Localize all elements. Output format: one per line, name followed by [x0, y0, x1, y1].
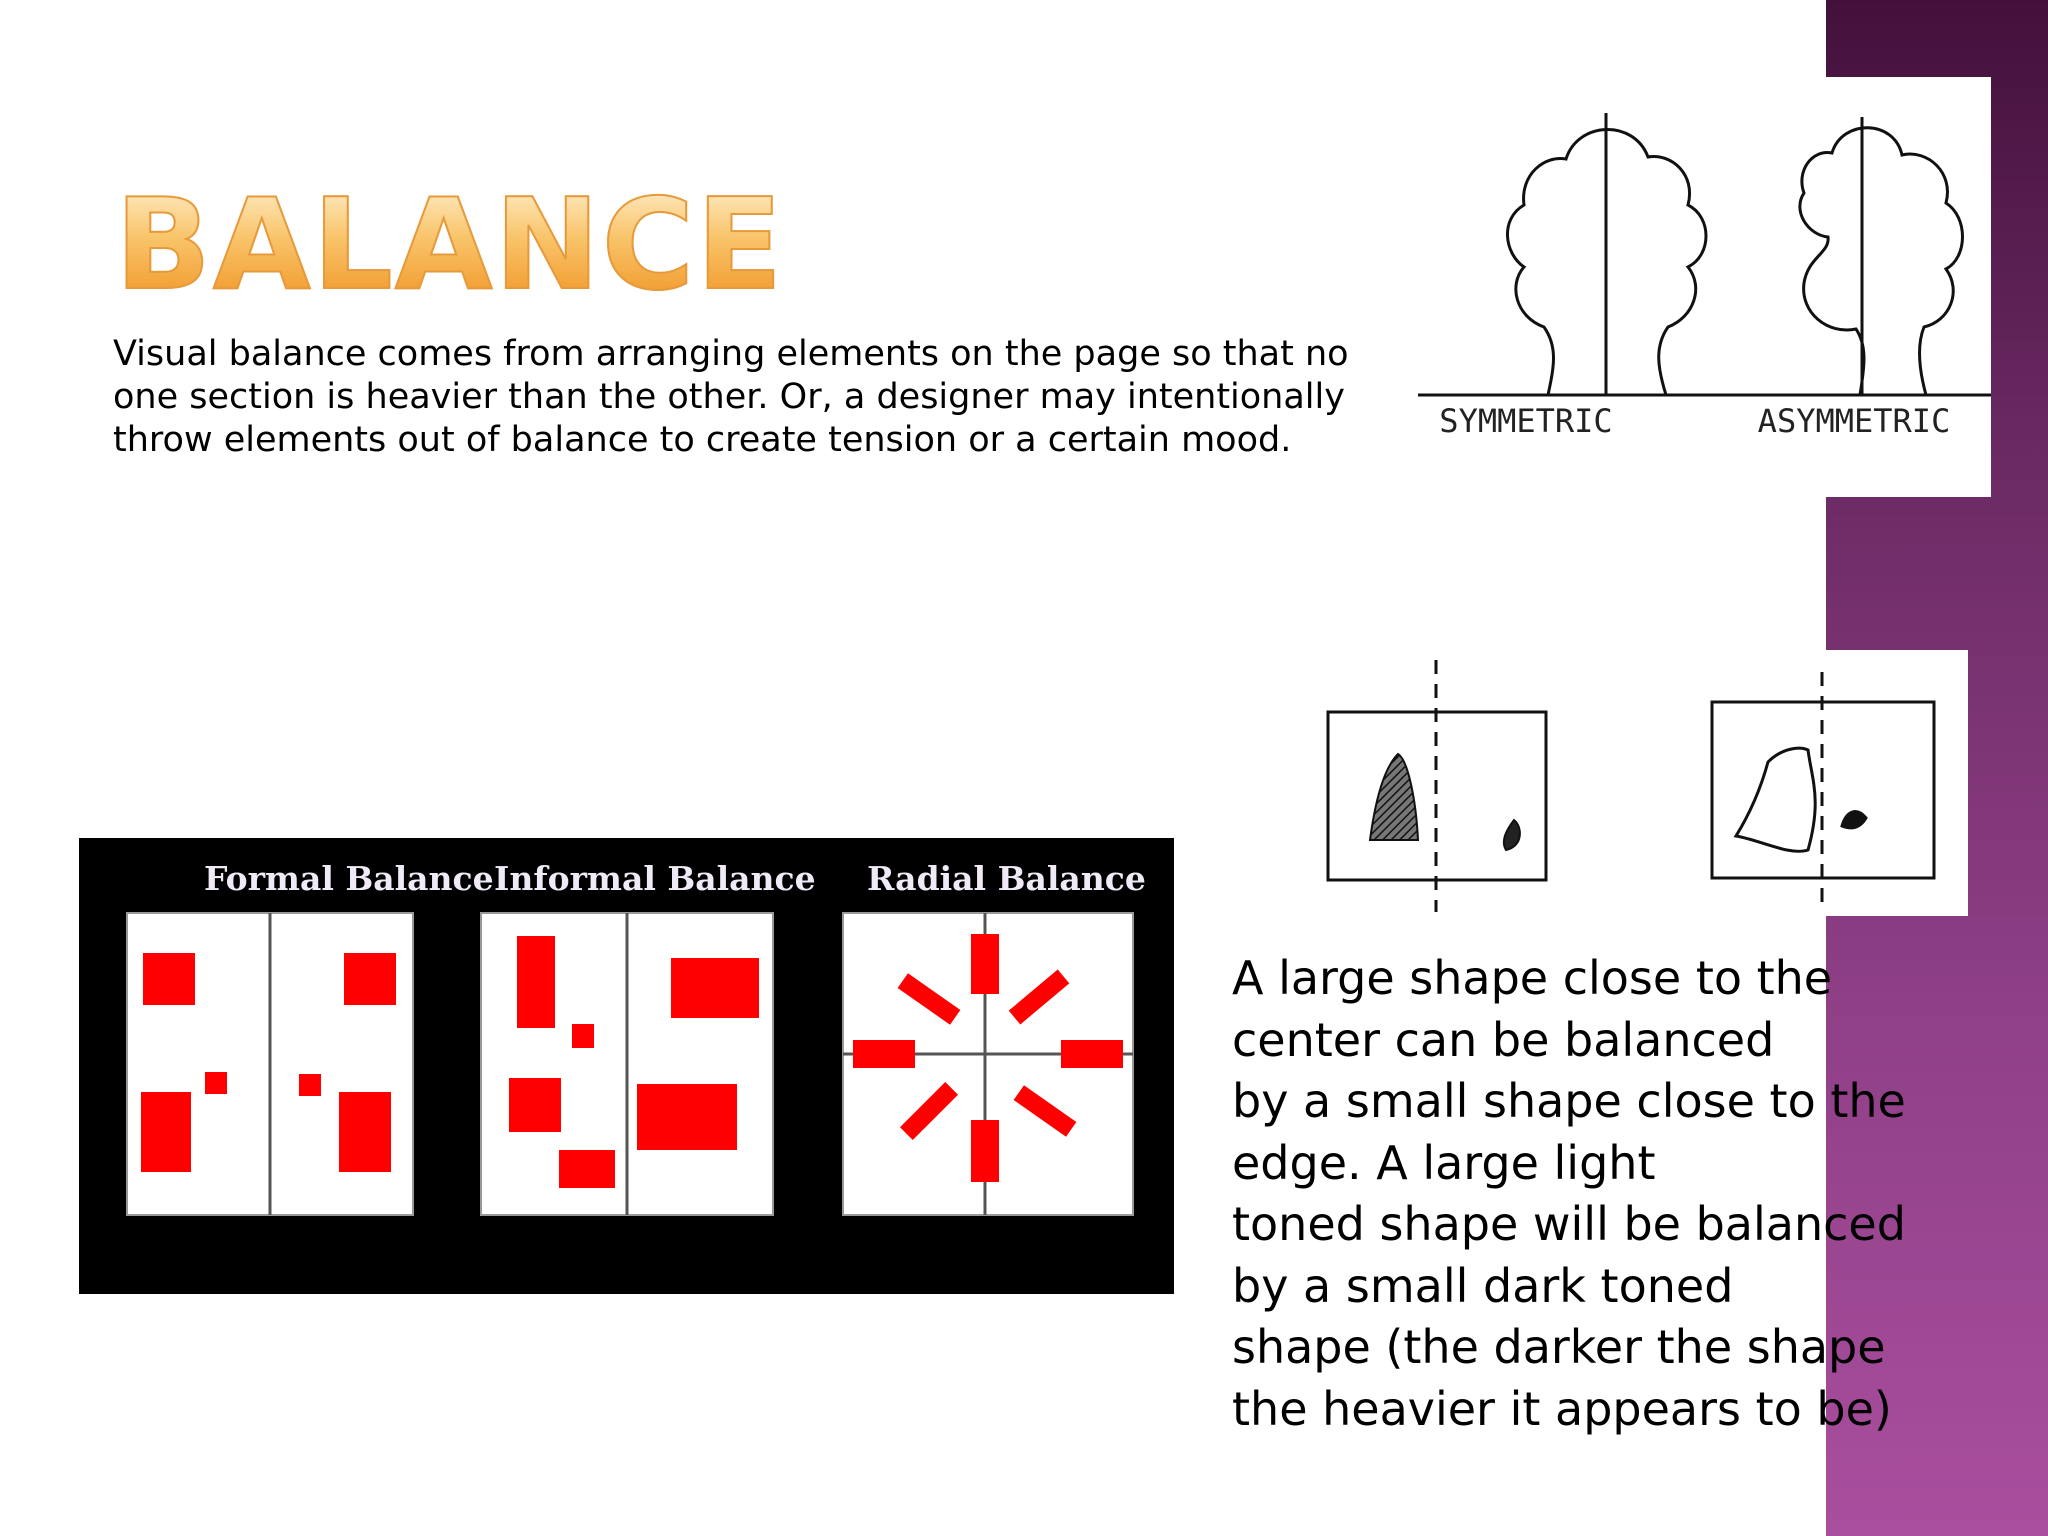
shape-balance-sketch: [1300, 650, 1968, 916]
radial-balance-label: Radial Balance: [867, 859, 1146, 898]
small-dark-shape: [1504, 820, 1520, 850]
formal-balance-label: Formal Balance: [204, 859, 494, 898]
asymmetric-tree: [1800, 117, 1963, 395]
formal-balance-panel: [127, 913, 413, 1215]
balance-types-figure: [79, 838, 1174, 1294]
asymmetric-label: ASYMMETRIC: [1757, 402, 1951, 440]
informal-balance-panel: [481, 913, 773, 1215]
intro-paragraph: Visual balance comes from arranging elements on the page so that no one section is heavier than the other. Or, a designer may intentionally throw elements out of balance to create tension or a certain mood.: [113, 334, 1349, 460]
right-frame: [1712, 672, 1934, 912]
trees-figure: [1416, 77, 1991, 497]
left-frame: [1328, 660, 1546, 912]
small-dark-shape-right: [1842, 812, 1866, 828]
balance-types-illustration: [79, 838, 1174, 1294]
informal-balance-label: Informal Balance: [494, 859, 816, 898]
slide-title: BALANCE: [115, 171, 785, 318]
large-light-shape: [1736, 748, 1815, 851]
trees-illustration: [1416, 77, 1991, 497]
symmetric-label: SYMMETRIC: [1439, 402, 1613, 440]
sketch-illustration: [1300, 650, 1968, 916]
large-dark-shape: [1370, 754, 1418, 840]
radial-balance-panel: [843, 913, 1133, 1215]
symmetric-tree: [1507, 113, 1706, 395]
balance-caption: A large shape close to the center can be balanced by a small shape close to the edge. A large light toned shape will be balanced by a small dark toned shape (the darker the shape the heavier it appears to be): [1232, 951, 1906, 1436]
